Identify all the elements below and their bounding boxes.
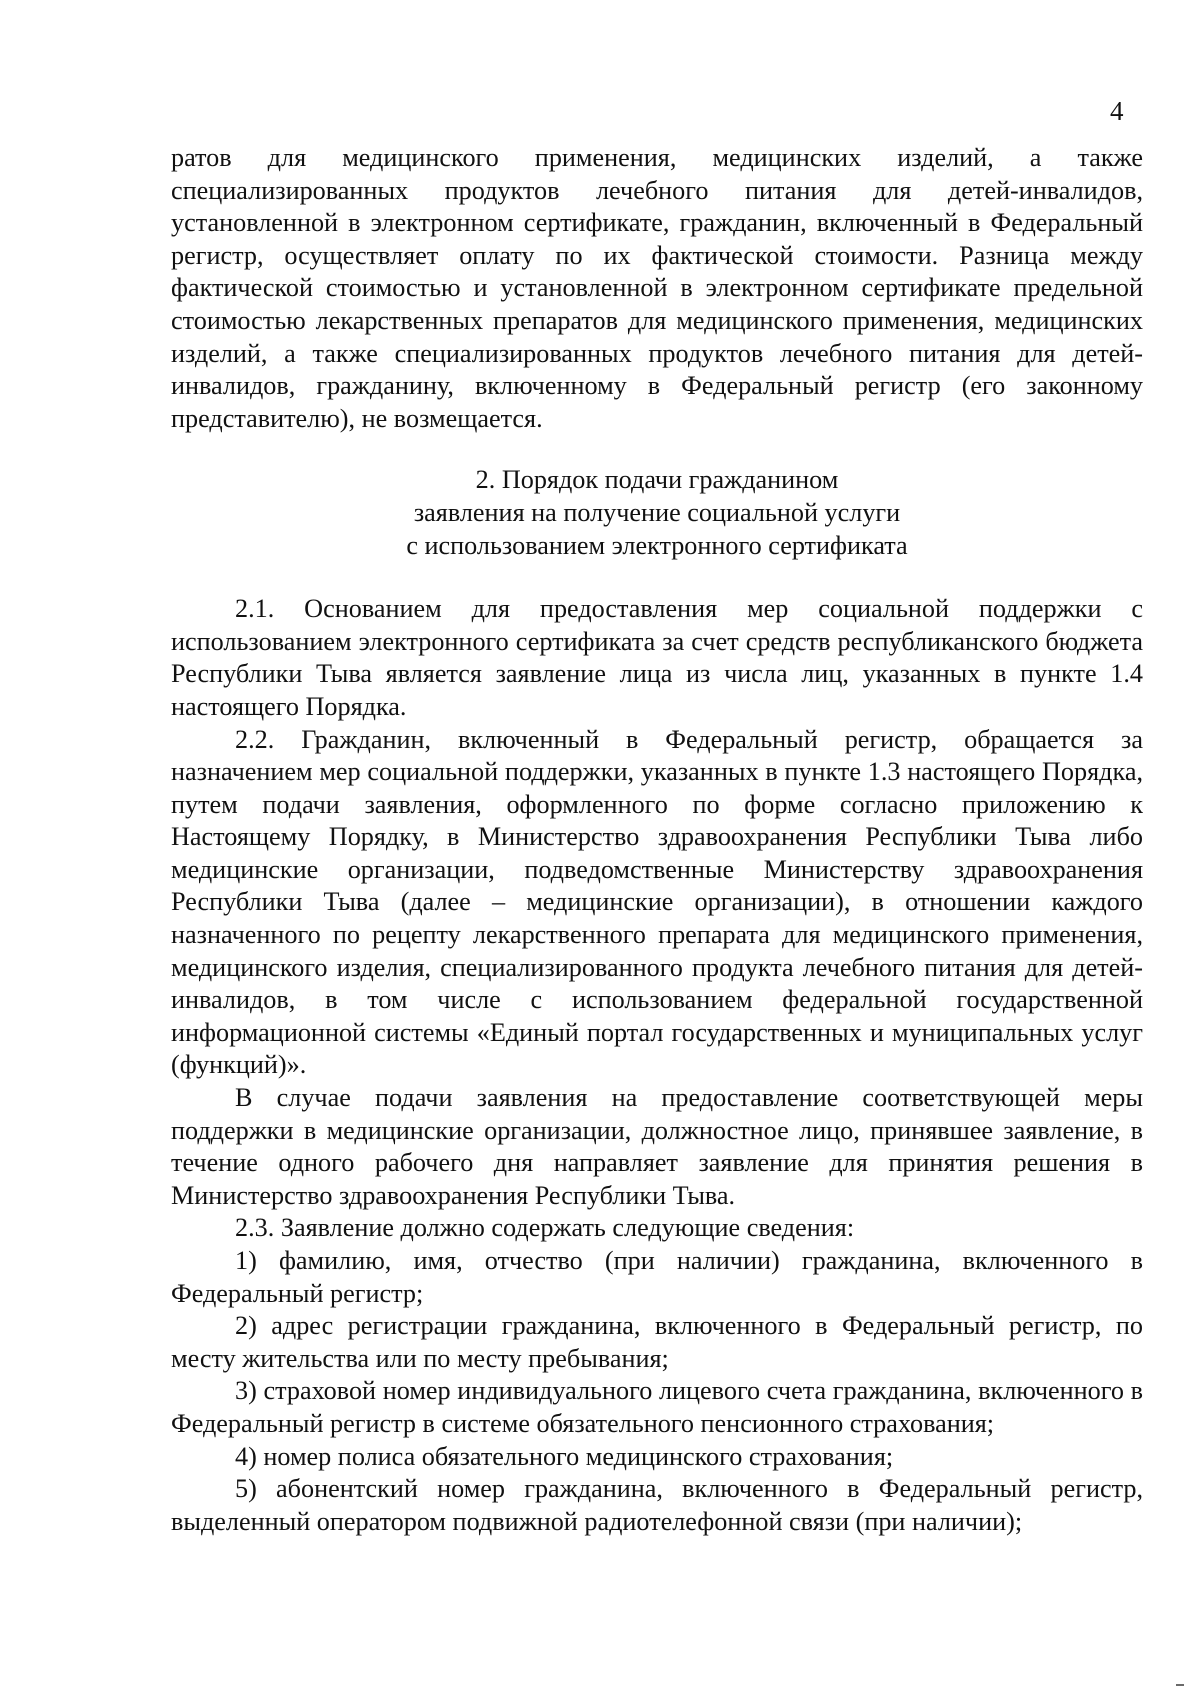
list-item: 3) страховой номер индивидуального лицевого счета гражданина, включенного в Федеральный регистр в системе обязательного пенсионного страхования; xyxy=(171,1376,1143,1438)
list-item: 4) номер полиса обязательного медицинского страхования; xyxy=(235,1441,894,1471)
section-heading-line: 2. Порядок подачи гражданином xyxy=(475,465,839,495)
list-item: 1) фамилию, имя, отчество (при наличии) гражданина, включенного в Федеральный регистр; xyxy=(171,1246,1143,1308)
paragraph-2-1: 2.1. Основанием для предоставления мер социальной поддержки с использованием электронного сертификата за счет средств республиканского бюджета Республики Тыва является заявление лица из числа лиц, указанных в пункте 1.4 настоящего Порядка. xyxy=(171,594,1143,721)
paragraph-2-3: 2.3. Заявление должно содержать следующие сведения: xyxy=(235,1213,855,1243)
section-heading-line: заявления на получение социальной услуги xyxy=(413,497,901,527)
document-body xyxy=(171,142,1143,1538)
section-heading-line: с использованием электронного сертификата xyxy=(406,530,908,560)
list-item: 5) абонентский номер гражданина, включенного в Федеральный регистр, выделенный оператором подвижной радиотелефонной связи (при наличии); xyxy=(171,1474,1143,1536)
scan-mark xyxy=(1176,1684,1184,1686)
intro-paragraph: ратов для медицинского применения, медицинских изделий, а также специализированных продуктов лечебного питания для детей-инвалидов, установленной в электронном сертификате, гражданин, включенный в Федеральный регистр, осуществляет оплату по их фактической стоимости. Разница между фактической стоимостью и установленной в электронном сертификате предельной стоимостью лекарственных препаратов для медицинского применения, медицинских изделий, а также специализированных продуктов лечебного питания для детей-инвалидов, гражданину, включенному в Федеральный регистр (его законному представителю), не возмещается. xyxy=(171,143,1143,433)
section-heading xyxy=(171,464,1143,562)
paragraph-2-2: 2.2. Гражданин, включенный в Федеральный регистр, обращается за назначением мер социальной поддержки, указанных в пункте 1.3 настоящего Порядка, путем подачи заявления, оформленного по форме согласно приложению к Настоящему Порядку, в Министерство здравоохранения Республики Тыва либо медицинские организации, подведомственные Министерству здравоохранения Республики Тыва (далее – медицинские организации), в отношении каждого назначенного по рецепту лекарственного препарата для медицинского применения, медицинского изделия, специализированного продукта лечебного питания для детей-инвалидов, в том числе с использованием федеральной государственной информационной системы «Единый портал государственных и муниципальных услуг (функций)». xyxy=(171,724,1143,1080)
paragraph-medical-org-note: В случае подачи заявления на предоставление соответствующей меры поддержки в медицинские организации, должностное лицо, принявшее заявление, в течение одного рабочего дня направляет заявление для принятия решения в Министерство здравоохранения Республики Тыва. xyxy=(171,1083,1143,1210)
page-number: 4 xyxy=(1110,96,1124,126)
list-item: 2) адрес регистрации гражданина, включенного в Федеральный регистр, по месту жительства или по месту пребывания; xyxy=(171,1311,1143,1373)
